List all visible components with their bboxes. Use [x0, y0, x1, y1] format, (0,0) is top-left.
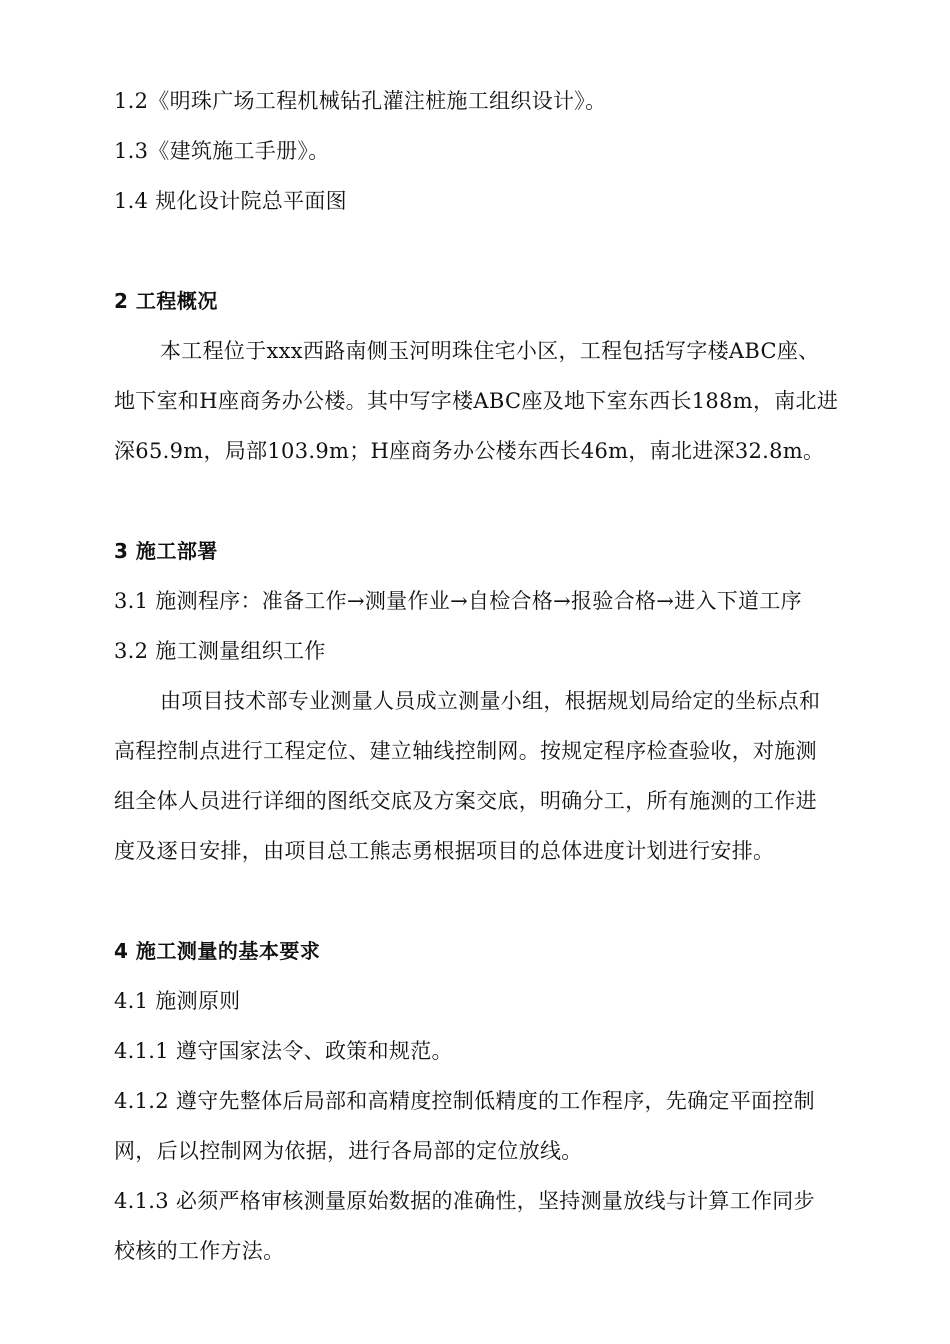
item-4-1: 4.1 施测原则 — [114, 989, 241, 1013]
section-4-heading: 4 施工测量的基本要求 — [114, 939, 321, 963]
paragraph-line: 本工程位于xxx西路南侧玉河明珠住宅小区，工程包括写字楼ABC座、 — [160, 339, 820, 363]
item-4-1-3 — [114, 1184, 854, 1284]
item-4-1-2 — [114, 1084, 854, 1184]
item-3-1: 3.1 施测程序：准备工作→测量作业→自检合格→报验合格→进入下道工序 — [114, 589, 802, 613]
item-4-1-1: 4.1.1 遵守国家法令、政策和规范。 — [114, 1039, 453, 1063]
paragraph-line: 4.1.2 遵守先整体后局部和高精度控制低精度的工作程序，先确定平面控制 — [114, 1089, 815, 1113]
paragraph-line: 地下室和H座商务办公楼。其中写字楼ABC座及地下室东西长188m，南北进 — [114, 389, 839, 413]
section-3-heading: 3 施工部署 — [114, 539, 218, 563]
document-page — [114, 84, 854, 1284]
paragraph-line: 深65.9m，局部103.9m；H座商务办公楼东西长46m，南北进深32.8m。 — [114, 439, 825, 463]
reference-1-3: 1.3《建筑施工手册》。 — [114, 139, 330, 163]
spacer — [114, 884, 854, 934]
paragraph-line: 度及逐日安排，由项目总工熊志勇根据项目的总体进度计划进行安排。 — [114, 839, 775, 863]
paragraph-line: 由项目技术部专业测量人员成立测量小组，根据规划局给定的坐标点和 — [160, 689, 821, 713]
section-2-paragraph — [114, 334, 854, 484]
paragraph-line: 组全体人员进行详细的图纸交底及方案交底，明确分工，所有施测的工作进 — [114, 789, 817, 813]
spacer — [114, 234, 854, 284]
spacer — [114, 484, 854, 534]
section-2-heading: 2 工程概况 — [114, 289, 218, 313]
paragraph-line: 网，后以控制网为依据，进行各局部的定位放线。 — [114, 1139, 583, 1163]
reference-1-2: 1.2《明珠广场工程机械钻孔灌注桩施工组织设计》。 — [114, 89, 607, 113]
paragraph-line: 高程控制点进行工程定位、建立轴线控制网。按规定程序检查验收，对施测 — [114, 739, 817, 763]
paragraph-line: 4.1.3 必须严格审核测量原始数据的准确性，坚持测量放线与计算工作同步 — [114, 1189, 815, 1213]
reference-1-4: 1.4 规化设计院总平面图 — [114, 189, 347, 213]
section-3-paragraph — [114, 684, 854, 884]
item-3-2: 3.2 施工测量组织工作 — [114, 639, 326, 663]
paragraph-line: 校核的工作方法。 — [114, 1239, 285, 1263]
